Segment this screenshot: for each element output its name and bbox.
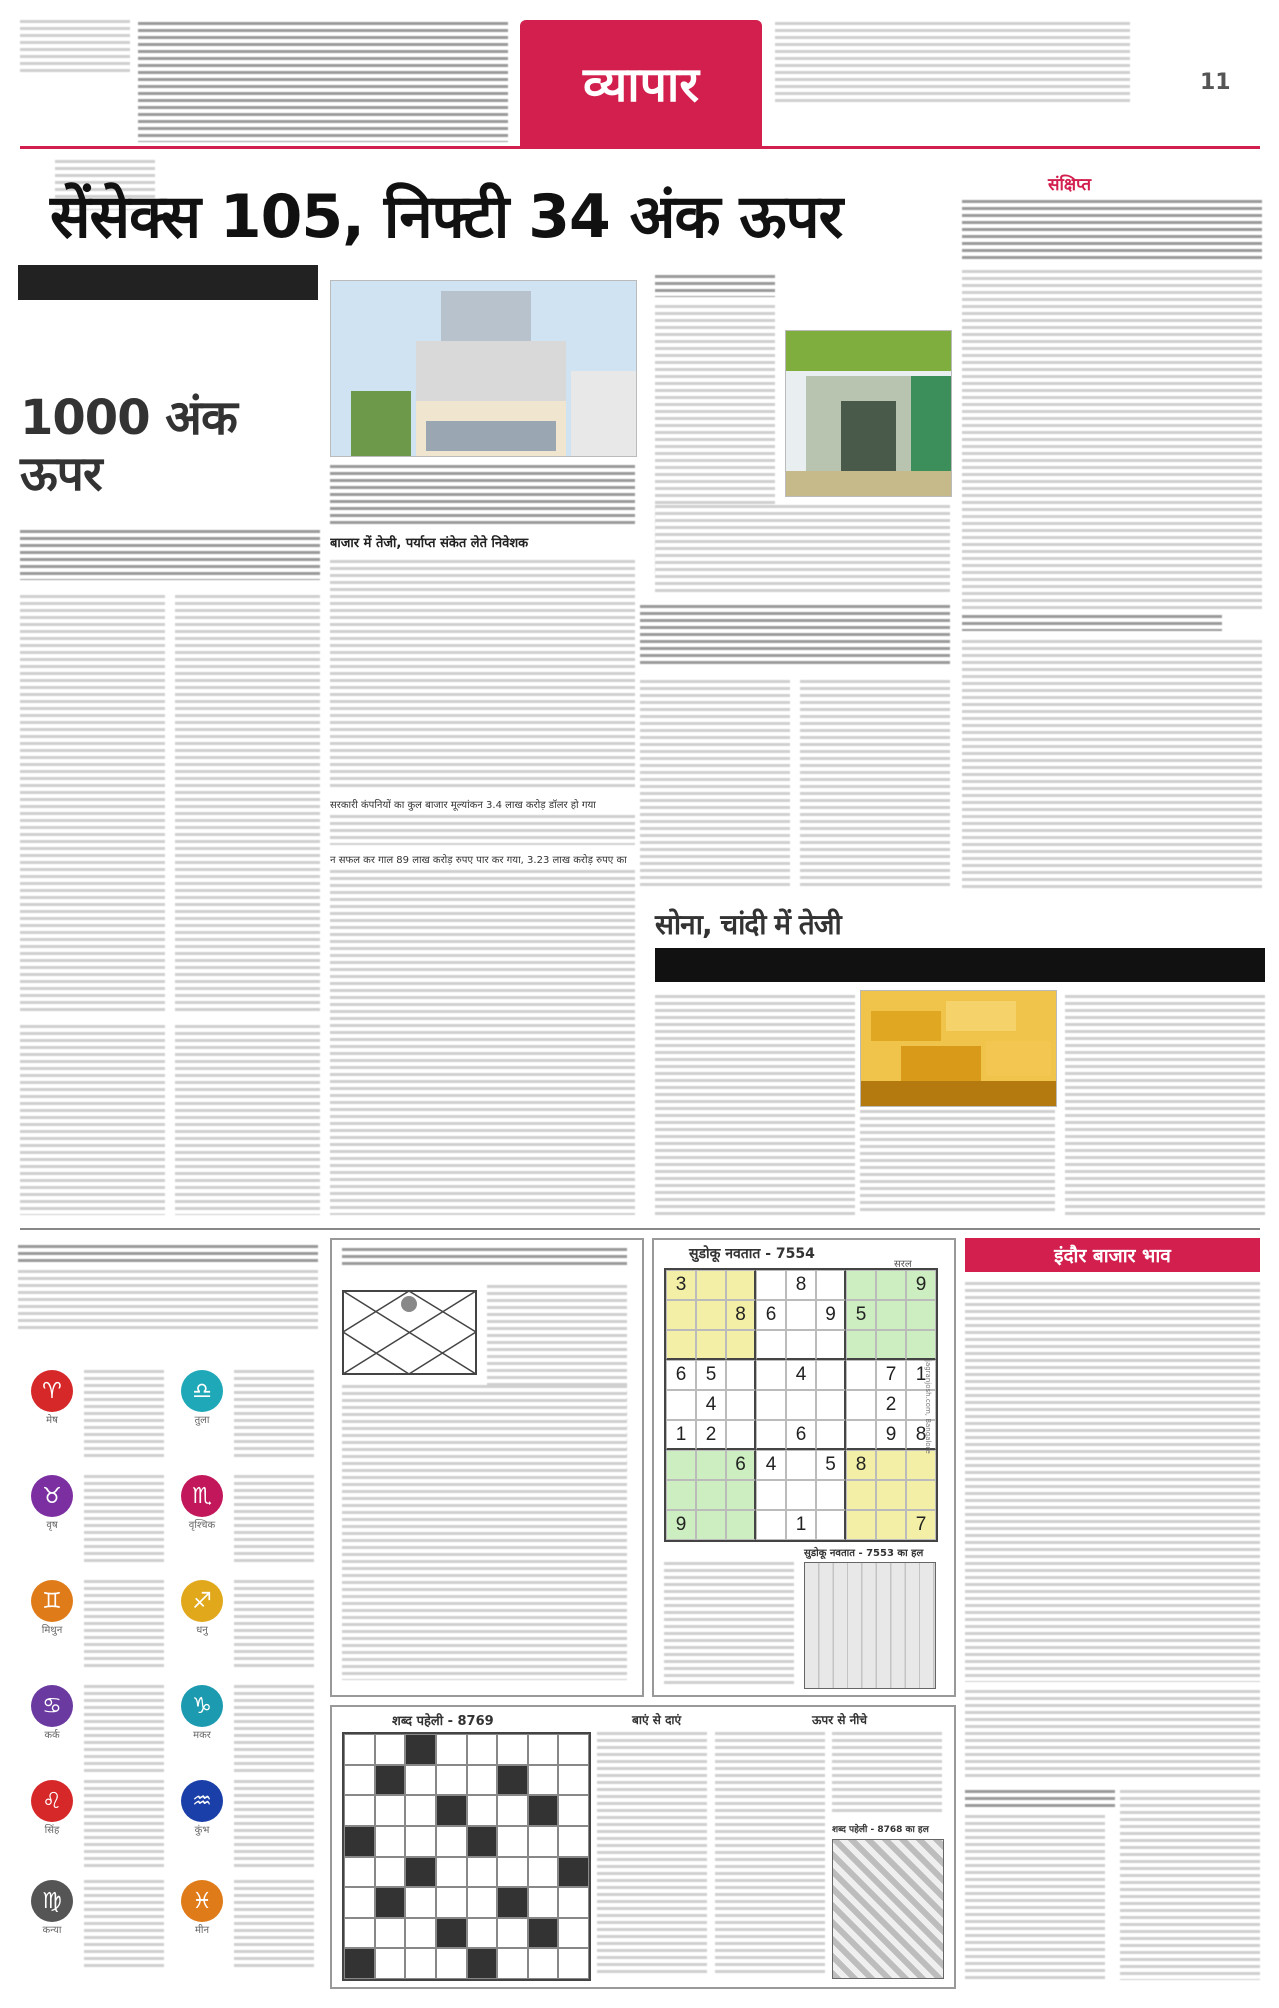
zodiac-text [84,1685,164,1775]
sudoku-cell: 8 [906,1420,936,1450]
crossword-cell [558,1765,589,1796]
zodiac-sign-3 [22,1475,167,1575]
indore-subhead [965,1790,1115,1808]
rashifal-intro-text [18,1270,318,1330]
zodiac-label: कन्या [42,1925,62,1936]
crossword-cell [375,1948,406,1979]
crossword-cell [558,1918,589,1949]
sudoku-cell [696,1270,726,1300]
crossword-block [375,1765,406,1796]
sudoku-cell [846,1390,876,1420]
sudoku-cell [726,1330,756,1360]
crossword-solution-title: शब्द पहेली - 8768 का हल [832,1825,929,1835]
crossword-block [375,1887,406,1918]
crossword-down-label: ऊपर से नीचे [812,1713,867,1727]
zodiac-text [234,1370,314,1460]
sudoku-panel [652,1238,956,1697]
zodiac-sign-2 [172,1370,317,1470]
crossword-cell [344,1918,375,1949]
left-big-heading: 1000 अंक ऊपर [20,390,237,502]
crossword-cell [467,1857,498,1888]
left-column-text-b [175,595,320,1015]
sudoku-cell [666,1390,696,1420]
sagittarius-icon: ♐ [181,1580,223,1622]
sudoku-cell: 3 [666,1270,696,1300]
sudoku-cell [816,1270,846,1300]
gold-bars-photo [860,990,1057,1107]
sudoku-title: सुडोकू नवतात - 7554 [689,1246,815,1262]
crossword-cell [436,1765,467,1796]
market-body-text-2 [330,815,635,845]
zodiac-label: कुंभ [194,1825,210,1836]
sudoku-cell [876,1300,906,1330]
crossword-block [405,1857,436,1888]
panchang-text-lower [342,1385,627,1680]
kundli-chart-icon [342,1290,477,1375]
crossword-block [467,1826,498,1857]
sudoku-cell [906,1300,936,1330]
sudoku-cell: 7 [906,1510,936,1540]
crossword-cell [528,1857,559,1888]
crossword-panel [330,1705,956,1989]
sudoku-cell [906,1330,936,1360]
market-line-1: सरकारी कंपनियों का कुल बाजार मूल्यांकन 3.4 लाख करोड़ डॉलर हो गया [330,800,596,811]
sudoku-cell: 9 [666,1510,696,1540]
sudoku-cell: 1 [666,1420,696,1450]
bank-building-photo [785,330,952,497]
sudoku-cell: 8 [726,1300,756,1330]
crossword-cell [436,1948,467,1979]
brief-subhead-text [962,615,1222,631]
crossword-block [344,1826,375,1857]
sudoku-cell: 6 [666,1360,696,1390]
main-headline: सेंसेक्स 105, निफ्टी 34 अंक ऊपर [50,182,843,252]
sudoku-cell [876,1450,906,1480]
crossword-cell [497,1948,528,1979]
gold-bars-image [861,991,1056,1106]
sudoku-cell [846,1420,876,1450]
crossword-cell [558,1887,589,1918]
sudoku-cell [726,1420,756,1450]
crossword-cell [375,1826,406,1857]
zodiac-text [84,1880,164,1970]
sudoku-cell: 6 [726,1450,756,1480]
sudoku-cell: 4 [696,1390,726,1420]
sudoku-cell: 7 [876,1360,906,1390]
zodiac-label: सिंह [44,1825,60,1836]
zodiac-text [234,1780,314,1870]
crossword-cell [405,1826,436,1857]
crossword-block [436,1918,467,1949]
zodiac-text [84,1780,164,1870]
zodiac-text [234,1685,314,1775]
zodiac-sign-6 [172,1580,317,1680]
sudoku-cell [696,1450,726,1480]
sudoku-cell [846,1270,876,1300]
zodiac-sign-1 [22,1370,167,1470]
scorpio-icon: ♏ [181,1475,223,1517]
crossword-cell [497,1857,528,1888]
sudoku-cell [756,1330,786,1360]
rashifal-header-text [18,1245,318,1265]
sudoku-cell: 6 [756,1300,786,1330]
sudoku-cell [756,1420,786,1450]
crossword-grid [342,1732,591,1981]
zodiac-sign-10 [172,1780,317,1880]
aquarius-icon: ♒ [181,1780,223,1822]
panchang-panel [330,1238,644,1697]
crossword-cell [467,1765,498,1796]
sudoku-cell [696,1330,726,1360]
crossword-cell [344,1795,375,1826]
crossword-cell [436,1857,467,1888]
market-body-text [330,560,635,790]
sudoku-cell [756,1480,786,1510]
zodiac-label: वृष [46,1520,58,1531]
sudoku-cell [906,1450,936,1480]
crossword-block [528,1918,559,1949]
indore-rates-text-4 [1120,1790,1260,1980]
sudoku-solution-grid [804,1562,936,1689]
sudoku-cell: 9 [816,1300,846,1330]
sudoku-cell [666,1300,696,1330]
crossword-cell [344,1857,375,1888]
aries-icon: ♈ [31,1370,73,1412]
sudoku-cell [816,1390,846,1420]
crossword-cell [467,1887,498,1918]
gold-subhead-bar [655,948,1265,982]
sudoku-cell: 9 [906,1270,936,1300]
crossword-cell [375,1795,406,1826]
cancer-icon: ♋ [31,1685,73,1727]
taurus-icon: ♉ [31,1475,73,1517]
sudoku-cell [786,1480,816,1510]
sudoku-cell [846,1480,876,1510]
crossword-solution-grid [832,1839,944,1979]
crossword-cell [497,1826,528,1857]
crossword-block [528,1795,559,1826]
sudoku-instructions [664,1562,794,1687]
gold-text-a [655,995,855,1215]
crossword-block [497,1887,528,1918]
crossword-title: शब्द पहेली - 8769 [392,1714,494,1729]
crossword-block [497,1765,528,1796]
left-column-text-d [175,1025,320,1215]
sudoku-difficulty: सरल [894,1259,912,1270]
indore-rates-text-2 [965,1690,1260,1780]
crossword-block [436,1795,467,1826]
sudoku-credit: jagranjosh.com, Bangalore [924,1360,932,1454]
sudoku-cell [786,1300,816,1330]
brief-heading-text [962,200,1262,260]
left-kicker-bar [18,265,318,300]
sudoku-cell: 5 [846,1300,876,1330]
left-column-text-a [20,595,165,1015]
panchang-header-text [342,1248,627,1268]
sudoku-cell [816,1480,846,1510]
crossword-cell [497,1734,528,1765]
market-body-text-3 [330,870,635,1215]
bse-building-image [331,281,636,456]
crossword-cell [497,1795,528,1826]
sudoku-cell: 4 [756,1450,786,1480]
sudoku-cell [726,1510,756,1540]
sudoku-cell: 8 [846,1450,876,1480]
sudoku-cell [666,1450,696,1480]
sudoku-cell [696,1510,726,1540]
masthead-teaser-text [138,22,508,142]
gold-text-b [860,1110,1055,1215]
libra-icon: ♎ [181,1370,223,1412]
sudoku-cell: 5 [696,1360,726,1390]
zodiac-label: कर्क [44,1730,60,1741]
sudoku-cell [726,1390,756,1420]
masthead-rule [20,146,1260,149]
indore-title: इंदौर बाजार भाव [965,1238,1260,1272]
zodiac-text [84,1475,164,1565]
market-subhead-text [330,465,635,525]
crossword-cell [375,1734,406,1765]
sudoku-cell [696,1300,726,1330]
crossword-cell [375,1857,406,1888]
story-b-text-2 [655,505,950,595]
sudoku-cell [876,1480,906,1510]
zodiac-text [234,1580,314,1670]
crossword-cell [405,1918,436,1949]
down-clues [832,1732,942,1812]
sudoku-cell: 4 [786,1360,816,1390]
brief-column-text-2 [962,640,1262,890]
story-b-heading [655,275,775,297]
crossword-block [467,1948,498,1979]
bank-building-image [786,331,951,496]
crossword-cell [558,1734,589,1765]
crossword-cell [405,1795,436,1826]
sudoku-cell [786,1450,816,1480]
story-c-text-a [640,680,790,890]
page-number: 11 [1200,70,1231,95]
left-column-text-c [20,1025,165,1215]
zodiac-label: वृश्चिक [188,1520,216,1531]
crossword-cell [467,1795,498,1826]
zodiac-label: मकर [193,1730,211,1741]
crossword-cell [344,1887,375,1918]
indore-rates-text [965,1282,1260,1682]
crossword-cell [436,1887,467,1918]
sudoku-cell [756,1510,786,1540]
sudoku-cell [816,1360,846,1390]
story-c-heading [640,605,950,665]
brief-label: संक्षिप्त [1048,175,1092,195]
zodiac-label: तुला [194,1415,210,1426]
zodiac-sign-7 [22,1685,167,1785]
sudoku-cell [786,1390,816,1420]
sudoku-cell: 9 [876,1420,906,1450]
crossword-cell [405,1765,436,1796]
leo-icon: ♌ [31,1780,73,1822]
zodiac-label: मिथुन [41,1625,63,1636]
sudoku-cell [786,1330,816,1360]
sudoku-cell [876,1330,906,1360]
sudoku-cell: 1 [906,1360,936,1390]
left-subhead-text [20,530,320,580]
crossword-cell [528,1887,559,1918]
market-subline: बाजार में तेजी, पर्याप्त संकेत लेते निवेशक [330,536,529,551]
zodiac-label: धनु [196,1625,208,1636]
crossword-cell [528,1948,559,1979]
crossword-cell [558,1795,589,1826]
crossword-cell [467,1734,498,1765]
gold-text-c [1065,995,1265,1215]
zodiac-label: मीन [194,1925,210,1936]
sudoku-cell [726,1360,756,1390]
crossword-cell [405,1887,436,1918]
zodiac-text [234,1475,314,1565]
sudoku-cell: 2 [696,1420,726,1450]
sudoku-cell [846,1360,876,1390]
indore-rates-text-3 [965,1815,1105,1980]
crossword-cell [497,1918,528,1949]
zodiac-label: मेष [46,1415,58,1426]
crossword-cell [344,1765,375,1796]
sudoku-cell [666,1480,696,1510]
crossword-across-label: बाएं से दाएं [632,1713,682,1727]
masthead-left-text [20,20,130,75]
crossword-cell [436,1826,467,1857]
market-line-2: न सफल कर गाल 89 लाख करोड़ रुपए पार कर गया, 3.23 लाख करोड़ रुपए का [330,855,627,866]
zodiac-sign-9 [22,1780,167,1880]
sudoku-cell [696,1480,726,1510]
sudoku-cell: 1 [786,1510,816,1540]
crossword-cell [528,1826,559,1857]
sudoku-cell: 8 [786,1270,816,1300]
capricorn-icon: ♑ [181,1685,223,1727]
across-clues [597,1732,707,1977]
crossword-cell [344,1734,375,1765]
story-c-text-b [800,680,950,890]
crossword-cell [467,1918,498,1949]
zodiac-sign-8 [172,1685,317,1785]
crossword-block [344,1948,375,1979]
gemini-icon: ♊ [31,1580,73,1622]
crossword-block [558,1857,589,1888]
mid-page-rule [20,1228,1260,1230]
zodiac-sign-12 [172,1880,317,1980]
crossword-cell [558,1826,589,1857]
pisces-icon: ♓ [181,1880,223,1922]
sudoku-cell [756,1390,786,1420]
gold-headline: सोना, चांदी में तेजी [655,908,841,941]
masthead-right-text [775,22,1130,102]
sudoku-cell: 2 [876,1390,906,1420]
sudoku-grid [664,1268,938,1542]
sudoku-cell [846,1330,876,1360]
zodiac-text [84,1580,164,1670]
sudoku-cell [906,1480,936,1510]
crossword-cell [528,1734,559,1765]
crossword-cell [375,1918,406,1949]
crossword-block [405,1734,436,1765]
sudoku-solution-title: सुडोकू नवतात - 7553 का हल [804,1548,924,1559]
crossword-cell [405,1948,436,1979]
zodiac-text [234,1880,314,1970]
zodiac-text [84,1370,164,1460]
sudoku-cell [726,1270,756,1300]
brief-column-text [962,270,1262,610]
sudoku-cell: 5 [816,1450,846,1480]
sudoku-cell [876,1510,906,1540]
section-title: व्यापार [520,20,762,146]
sudoku-cell [756,1270,786,1300]
zodiac-sign-4 [172,1475,317,1575]
crossword-cell [436,1734,467,1765]
sudoku-cell [816,1420,846,1450]
sudoku-cell [816,1330,846,1360]
zodiac-sign-11 [22,1880,167,1980]
virgo-icon: ♍ [31,1880,73,1922]
sudoku-cell [726,1480,756,1510]
sudoku-cell: 6 [786,1420,816,1450]
sudoku-cell [816,1510,846,1540]
crossword-cell [558,1948,589,1979]
across-clues-2 [715,1732,825,1977]
sudoku-cell [756,1360,786,1390]
bse-building-photo [330,280,637,457]
sudoku-cell [846,1510,876,1540]
crossword-cell [528,1765,559,1796]
sudoku-cell [666,1330,696,1360]
zodiac-sign-5 [22,1580,167,1680]
sudoku-cell [876,1270,906,1300]
